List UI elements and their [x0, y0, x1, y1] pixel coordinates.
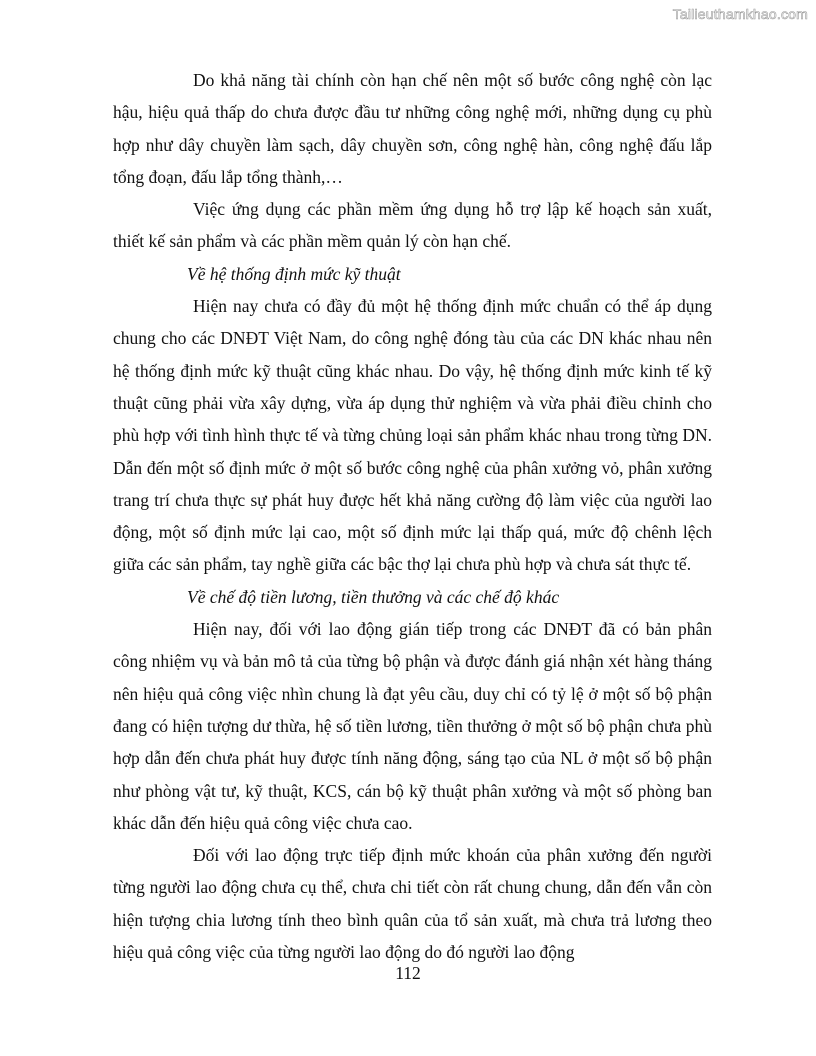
- watermark-text: Tailieuthamkhao.com: [672, 6, 808, 22]
- paragraph-direct-labor: Đối với lao động trực tiếp định mức khoán của phân xưởng đến người từng người lao động chưa cụ thể, chưa chi tiết còn rất chung chung, dẫn đến vẫn còn hiện tượng chia lương tính theo bình quân của tổ sản xuất, mà chưa trả lương theo hiệu quả công việc của từng người lao động do đó người lao động: [113, 845, 712, 963]
- page-body: [113, 64, 712, 968]
- paragraph-technical-norms: Hiện nay chưa có đầy đủ một hệ thống định mức chuẩn có thể áp dụng chung cho các DNĐT Việt Nam, do công nghệ đóng tàu của các DN khác nhau nên hệ thống định mức kỹ thuật cũng khác nhau. Do vậy, hệ thống định mức kinh tế kỹ thuật cũng phải vừa xây dựng, vừa áp dụng thử nghiệm và vừa phải điều chỉnh cho phù hợp với tình hình thực tế và từng chủng loại sản phẩm khác nhau trong từng DN. Dẫn đến một số định mức ở một số bước công nghệ của phân xưởng vỏ, phân xưởng trang trí chưa thực sự phát huy được hết khả năng cường độ làm việc của người lao động, một số định mức lại cao, một số định mức lại thấp quá, mức độ chênh lệch giữa các sản phẩm, tay nghề giữa các bậc thợ lại chưa phù hợp và chưa sát thực tế.: [113, 296, 712, 575]
- paragraph-indirect-labor: Hiện nay, đối với lao động gián tiếp trong các DNĐT đã có bản phân công nhiệm vụ và bản mô tả của từng bộ phận và được đánh giá nhận xét hàng tháng nên hiệu quả công việc nhìn chung là đạt yêu cầu, duy chỉ có tỷ lệ ở một số bộ phận đang có hiện tượng dư thừa, hệ số tiền lương, tiền thưởng ở một số bộ phận chưa phù hợp dẫn đến chưa phát huy được tính năng động, sáng tạo của NL ở một số bộ phận như phòng vật tư, kỹ thuật, KCS, cán bộ kỹ thuật phân xưởng và một số phòng ban khác dẫn đến hiệu quả công việc chưa cao.: [113, 619, 712, 833]
- paragraph-software-application: Việc ứng dụng các phần mềm ứng dụng hỗ trợ lập kế hoạch sản xuất, thiết kế sản phẩm và các phần mềm quản lý còn hạn chế.: [113, 199, 712, 252]
- heading-salary-bonus: Về chế độ tiền lương, tiền thưởng và các chế độ khác: [187, 586, 560, 607]
- heading-technical-norms: Về hệ thống định mức kỹ thuật: [187, 263, 401, 284]
- page-number: 112: [395, 963, 421, 983]
- paragraph-technology-limits: Do khả năng tài chính còn hạn chế nên một số bước công nghệ còn lạc hậu, hiệu quả thấp do chưa được đầu tư những công nghệ mới, những dụng cụ phù hợp như dây chuyền làm sạch, dây chuyền sơn, công nghệ hàn, công nghệ đấu lắp tổng đoạn, đấu lắp tổng thành,…: [113, 70, 712, 187]
